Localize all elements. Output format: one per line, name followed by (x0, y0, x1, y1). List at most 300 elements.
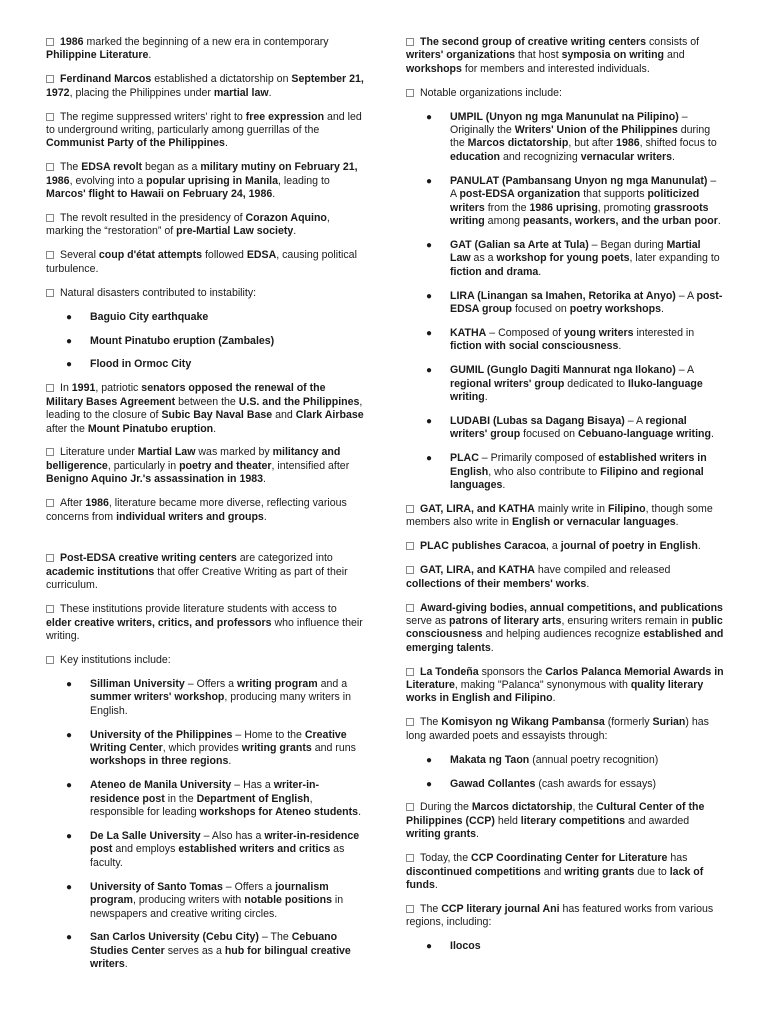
text-run: During the (420, 801, 472, 814)
text-run: . (586, 577, 590, 590)
checkbox-square-icon (406, 668, 414, 676)
text-run: The revolt resulted in the presidency of (60, 212, 246, 225)
bold-text: Mount Pinatubo eruption (Zambales) (90, 334, 275, 347)
paragraph (46, 36, 364, 63)
paragraph (406, 564, 724, 591)
paragraph (46, 552, 364, 592)
text-run: . (476, 828, 479, 841)
text-run: established a dictatorship on (151, 73, 292, 86)
text-run: , the (572, 801, 597, 814)
text-run: . (272, 188, 276, 201)
bold-text: elder creative writers, critics, and professors (46, 616, 272, 629)
checkbox-square-icon (406, 566, 414, 574)
paragraph (406, 602, 724, 656)
text-run: – A (675, 364, 694, 377)
bold-text: Philippine Literature (46, 49, 149, 62)
text-run: , shifted focus to (639, 137, 717, 150)
text-run: and (540, 865, 565, 878)
bullet-list (46, 678, 364, 972)
paragraph (406, 87, 724, 100)
checkbox-square-icon (46, 75, 54, 83)
section-gap (46, 534, 364, 552)
text-run: mainly write in (534, 502, 608, 515)
bold-text: writing grants (564, 865, 635, 878)
text-run: as a (470, 252, 497, 265)
bold-text: established writers in English (450, 452, 707, 478)
bold-text: Cultural Center of the Philippines (CCP) (406, 801, 705, 827)
bold-text: individual writers and groups (116, 510, 264, 523)
text-run: The (420, 716, 442, 729)
text-run: – Began during (588, 238, 667, 251)
bold-text: workshops in three regions (90, 755, 229, 768)
bold-text: Martial Law (137, 446, 196, 459)
checkbox-square-icon (406, 718, 414, 726)
checkbox-square-icon (406, 505, 414, 513)
list-item (46, 335, 364, 348)
checkbox-square-icon (406, 89, 414, 97)
bold-text: martial law (213, 86, 269, 99)
bold-text: Filipino and regional languages (450, 465, 704, 492)
bold-text: University of the Philippines (90, 728, 233, 741)
bold-text: KATHA (450, 326, 487, 339)
bullet-list (406, 754, 724, 791)
bold-text: Flood in Ormoc City (90, 358, 192, 371)
text-run: . (268, 86, 272, 99)
paragraph (406, 852, 724, 892)
text-run: , ensuring writers remain in (561, 614, 692, 627)
text-run: . (293, 225, 297, 238)
bold-text: Department of English (196, 792, 310, 805)
checkbox-square-icon (406, 854, 414, 862)
text-run: and employs (112, 843, 179, 856)
text-run: – Offers a (184, 677, 238, 690)
list-item (46, 931, 364, 971)
bold-text: GAT (Galian sa Arte at Tula) (450, 238, 589, 251)
text-run: , marking the “restoration” of (46, 212, 330, 238)
checkbox-square-icon (46, 554, 54, 562)
text-run: interested in (633, 326, 695, 339)
paragraph (46, 212, 364, 239)
text-run: sponsors the (478, 665, 546, 678)
paragraph (46, 603, 364, 643)
bullet-icon: ● (426, 111, 433, 123)
bold-text: Marcos dictatorship (471, 801, 573, 814)
bold-text: Cebuano Studies Center (90, 931, 338, 957)
paragraph (46, 446, 364, 486)
bold-text: UMPIL (Unyon ng mga Manunulat na Pilipino) (450, 110, 679, 123)
text-run: Natural disasters contributed to instability: (60, 286, 257, 299)
bold-text: Writers' Union of the Philippines (514, 124, 678, 137)
text-run: , though some members also write in (406, 502, 713, 529)
checkbox-square-icon (46, 448, 54, 456)
text-run: The regime suppressed writers' right to (60, 110, 246, 123)
checkbox-square-icon (406, 604, 414, 612)
bold-text: Filipino (607, 502, 646, 515)
bold-text: EDSA (246, 249, 277, 262)
bold-text: Corazon Aquino (245, 212, 327, 225)
text-run: in the (164, 792, 197, 805)
text-run: . (124, 958, 128, 971)
text-run: , causing political turbulence. (46, 249, 357, 275)
text-run: ) has long awarded poets and essayists through: (406, 716, 709, 742)
bold-text: CCP Coordinating Center for Literature (471, 852, 668, 865)
text-run: Key institutions include: (60, 653, 171, 666)
text-run: . (710, 428, 714, 441)
list-item (406, 327, 724, 354)
paragraph (406, 801, 724, 841)
text-run: . (502, 479, 506, 492)
text-run: – A (450, 174, 717, 201)
text-run: – A (675, 289, 697, 302)
text-run: and recognizing (500, 150, 581, 163)
text-run: , evolving into a (69, 174, 147, 187)
text-run: , leading to (277, 174, 330, 187)
bold-text: writer-in-residence post (90, 779, 320, 805)
text-run: – Has a (231, 779, 274, 792)
bold-text: free expression (245, 110, 325, 123)
text-run: , literature became more diverse, reflecting various concerns from (46, 497, 347, 523)
text-run: . (263, 510, 267, 523)
text-run: that offer Creative Writing as part of their curriculum. (46, 565, 348, 592)
text-run: serve as (406, 614, 449, 627)
checkbox-square-icon (46, 384, 54, 392)
bullet-icon: ● (66, 881, 73, 893)
bold-text: The second group of creative writing centers (420, 36, 647, 48)
text-run: was marked by (195, 446, 273, 459)
list-item (46, 779, 364, 819)
list-item (406, 754, 724, 767)
text-run: began as a (142, 161, 201, 174)
bold-text: fiction and drama (450, 265, 539, 278)
text-run: has featured works from various regions, including: (406, 902, 714, 929)
text-run: Today, the (420, 852, 472, 865)
text-run: . (675, 516, 679, 529)
text-run: focused on (520, 428, 578, 441)
bold-text: Clark Airbase (295, 409, 364, 422)
bold-text: Subic Bay Naval Base (161, 409, 273, 422)
bold-text: workshops (406, 62, 462, 75)
text-run: , producing many writers in English. (90, 691, 351, 717)
paragraph (406, 503, 724, 530)
text-run: that host (515, 49, 562, 62)
bullet-icon: ● (66, 932, 73, 944)
bullet-icon: ● (426, 175, 433, 187)
text-run: , leading to the closure of (46, 395, 363, 422)
bold-text: GAT, LIRA, and KATHA (420, 564, 535, 577)
text-run: . (484, 391, 488, 404)
checkbox-square-icon (406, 803, 414, 811)
bold-text: Marcos dictatorship (467, 137, 569, 150)
text-run: – Composed of (486, 326, 565, 339)
text-run: After (60, 497, 86, 510)
text-run: after the (46, 422, 88, 435)
bold-text: La Tondeña (420, 665, 479, 678)
bullet-list (406, 940, 724, 953)
bullet-icon: ● (66, 729, 73, 741)
list-item (406, 175, 724, 229)
bullet-icon: ● (426, 239, 433, 251)
bold-text: vernacular writers (580, 150, 672, 163)
text-run: . (618, 340, 622, 353)
text-run: and (664, 49, 685, 62)
text-run: . (538, 265, 542, 278)
checkbox-square-icon (46, 113, 54, 121)
bold-text: Marcos' flight to Hawaii on February 24, 1986 (46, 188, 273, 201)
text-run: These institutions provide literature students with access to (60, 603, 337, 616)
text-run: . (672, 150, 675, 163)
list-item (406, 364, 724, 404)
checkbox-square-icon (46, 163, 54, 171)
bullet-icon: ● (66, 678, 73, 690)
bold-text: Ferdinand Marcos (60, 73, 152, 86)
bullet-icon: ● (66, 335, 73, 347)
left-column (46, 36, 364, 982)
checkbox-square-icon (46, 38, 54, 46)
text-run: The (420, 902, 442, 915)
text-run: . (717, 214, 721, 227)
text-run: . (148, 49, 152, 62)
text-run: , but after (568, 137, 617, 150)
bold-text: politicized writers (450, 188, 700, 214)
bold-text: University of Santo Tomas (90, 880, 223, 893)
bold-text: workshops for Ateneo students (199, 806, 359, 819)
bold-text: poetry and theater (179, 459, 272, 472)
text-run: – Offers a (222, 880, 276, 893)
bold-text: Martial Law (450, 238, 701, 265)
bold-text: English or vernacular languages (511, 516, 676, 529)
text-run: , patriotic (95, 382, 142, 395)
bold-text: LUDABI (Lubas sa Dagang Bisaya) (450, 414, 625, 427)
bold-text: post-EDSA group (450, 289, 723, 315)
text-run: , later expanding to (629, 252, 720, 265)
bold-text: militancy and belligerence (46, 446, 341, 472)
text-run: are categorized into (236, 552, 333, 565)
list-item (46, 678, 364, 718)
text-run: and helping audiences recognize (482, 628, 644, 641)
bullet-list (46, 311, 364, 372)
bold-text: established and emerging talents (406, 628, 724, 654)
text-run: as faculty. (90, 843, 345, 869)
text-run: , making "Palanca" synonymous with (454, 679, 631, 692)
bold-text: Award-giving bodies, annual competitions, and publications (420, 601, 723, 614)
text-run: – Also has a (200, 829, 265, 842)
text-run: Several (60, 249, 99, 262)
paragraph (46, 111, 364, 151)
bullet-icon: ● (426, 453, 433, 465)
checkbox-square-icon (46, 289, 54, 297)
bold-text: Gawad Collantes (450, 777, 536, 790)
text-run: – Home to the (232, 728, 305, 741)
bullet-icon: ● (66, 311, 73, 323)
text-run: (formerly (604, 716, 653, 729)
text-run: and a (317, 677, 348, 690)
text-run: and (272, 409, 296, 422)
text-run: . (660, 303, 664, 315)
bold-text: Benigno Aquino Jr.'s assassination in 1983 (46, 473, 264, 486)
text-run: – Originally the (450, 110, 688, 137)
list-item (46, 311, 364, 324)
list-item (406, 111, 724, 165)
paragraph (406, 666, 724, 706)
text-run: In (60, 382, 72, 395)
paragraph (46, 249, 364, 276)
bold-text: 1986 (85, 497, 109, 510)
text-run: due to (634, 865, 670, 878)
paragraph (46, 497, 364, 524)
text-run: consists of (646, 36, 700, 48)
bold-text: collections of their members' works (406, 577, 587, 590)
bold-text: 1986 uprising (529, 201, 598, 214)
bold-text: summer writers' workshop (90, 691, 225, 704)
text-run: The (60, 161, 82, 174)
text-run: , who also contribute to (488, 465, 601, 478)
bold-text: hub for bilingual creative writers (90, 944, 351, 971)
bold-text: writing grants (406, 828, 477, 841)
text-run: and awarded (625, 814, 690, 827)
right-column (406, 36, 724, 964)
bold-text: coup d'état attempts (98, 249, 203, 262)
bold-text: 1986 (616, 137, 640, 150)
list-item (46, 830, 364, 870)
text-run: – The (258, 931, 292, 944)
bold-text: Post-EDSA creative writing centers (60, 552, 237, 565)
text-run: during the (450, 124, 711, 150)
text-run: , producing writers with (132, 894, 245, 907)
checkbox-square-icon (46, 605, 54, 613)
bullet-list (406, 111, 724, 493)
text-run: who influence their writing. (46, 616, 363, 642)
bold-text: senators opposed the renewal of the Military Bases Agreement (46, 382, 326, 408)
text-run: has (667, 852, 688, 865)
bold-text: September 21, 1972 (46, 73, 364, 99)
bold-text: Creative Writing Center (90, 728, 347, 754)
bold-text: writer-in-residence post (90, 829, 360, 856)
text-run: followed (202, 249, 247, 262)
bold-text: De La Salle University (90, 829, 201, 842)
bold-text: fiction with social consciousness (450, 340, 619, 353)
bold-text: EDSA revolt (81, 161, 143, 174)
bold-text: young writers (564, 326, 634, 339)
list-item (46, 358, 364, 371)
bold-text: Ilocos (450, 940, 481, 953)
bullet-icon: ● (426, 327, 433, 339)
bold-text: notable positions (244, 894, 332, 907)
text-run: between the (175, 395, 239, 408)
text-run: (cash awards for essays) (535, 777, 657, 790)
bold-text: writing grants (241, 741, 312, 754)
text-run: . (490, 641, 494, 654)
text-run: serves as a (164, 944, 225, 957)
text-run: among (484, 214, 524, 227)
list-item (406, 239, 724, 279)
bold-text: writers' organizations (406, 49, 516, 62)
bold-text: academic institutions (46, 565, 155, 578)
bold-text: Surian (652, 716, 686, 729)
bold-text: U.S. and the Philippines (238, 395, 360, 408)
bold-text: lack of funds (406, 865, 704, 891)
text-run: have compiled and released (534, 564, 671, 577)
text-run: for members and interested individuals. (461, 62, 650, 75)
paragraph (406, 903, 724, 930)
bullet-icon: ● (426, 754, 433, 766)
bold-text: LIRA (Linangan sa Imahen, Retorika at Anyo) (450, 289, 676, 302)
text-run: . (228, 755, 232, 768)
text-run: , promoting (597, 201, 654, 214)
bold-text: post-EDSA organization (459, 188, 581, 201)
bullet-icon: ● (66, 780, 73, 792)
bold-text: regional writers' group (450, 414, 687, 441)
bold-text: 1986 (60, 36, 84, 48)
paragraph (46, 73, 364, 100)
bold-text: Iluko-language writing (450, 377, 703, 404)
text-run: held (494, 814, 521, 827)
bold-text: public consciousness (406, 614, 723, 641)
text-run: , a (545, 540, 561, 553)
bold-text: education (450, 150, 501, 163)
bold-text: military mutiny on February 21, 1986 (46, 161, 358, 187)
text-run: in newspapers and creative writing circles. (90, 894, 344, 920)
text-run: , which provides (162, 741, 242, 754)
checkbox-square-icon (46, 656, 54, 664)
bold-text: Baguio City earthquake (90, 310, 209, 323)
paragraph (46, 654, 364, 667)
list-item (406, 940, 724, 953)
bullet-icon: ● (426, 415, 433, 427)
bold-text: workshop for young poets (496, 252, 630, 265)
text-run: . (434, 879, 438, 891)
bullet-icon: ● (426, 290, 433, 302)
text-run: marked the beginning of a new era in contemporary (83, 36, 329, 48)
bullet-icon: ● (426, 941, 433, 953)
paragraph (46, 287, 364, 300)
text-run: dedicated to (564, 377, 628, 390)
bullet-icon: ● (66, 830, 73, 842)
bold-text: pre-Martial Law society (176, 225, 294, 238)
bold-text: popular uprising in Manila (146, 174, 278, 187)
bold-text: poetry workshops (569, 303, 661, 315)
list-item (46, 881, 364, 921)
bold-text: patrons of literary arts (448, 614, 562, 627)
bold-text: Ateneo de Manila University (90, 779, 232, 792)
paragraph (406, 716, 724, 743)
bold-text: Communist Party of the Philippines (46, 137, 225, 150)
bold-text: journalism program (90, 880, 329, 907)
bold-text: Komisyon ng Wikang Pambansa (441, 716, 605, 729)
text-run: that supports (580, 188, 648, 201)
checkbox-square-icon (46, 251, 54, 259)
paragraph (46, 382, 364, 436)
bold-text: literary competitions (520, 814, 625, 827)
text-run: and led to underground writing, particularly among guerrillas of the (46, 110, 362, 137)
text-run: , intensified after (271, 459, 350, 472)
bold-text: PLAC (450, 452, 479, 465)
text-run: , particularly in (107, 459, 180, 472)
text-run: . (263, 473, 266, 486)
bold-text: established writers and critics (178, 843, 331, 856)
paragraph (406, 36, 724, 76)
bullet-icon: ● (426, 365, 433, 377)
text-run: . (697, 540, 701, 553)
bold-text: Mount Pinatubo eruption (87, 422, 214, 435)
bold-text: PLAC publishes Caracoa (420, 540, 546, 553)
text-run: . (552, 692, 556, 705)
checkbox-square-icon (406, 542, 414, 550)
text-run: . (358, 806, 362, 819)
text-run: Notable organizations include: (420, 86, 562, 99)
bold-text: discontinued competitions (406, 865, 541, 878)
paragraph (46, 161, 364, 201)
text-run: (annual poetry recognition) (529, 753, 659, 766)
